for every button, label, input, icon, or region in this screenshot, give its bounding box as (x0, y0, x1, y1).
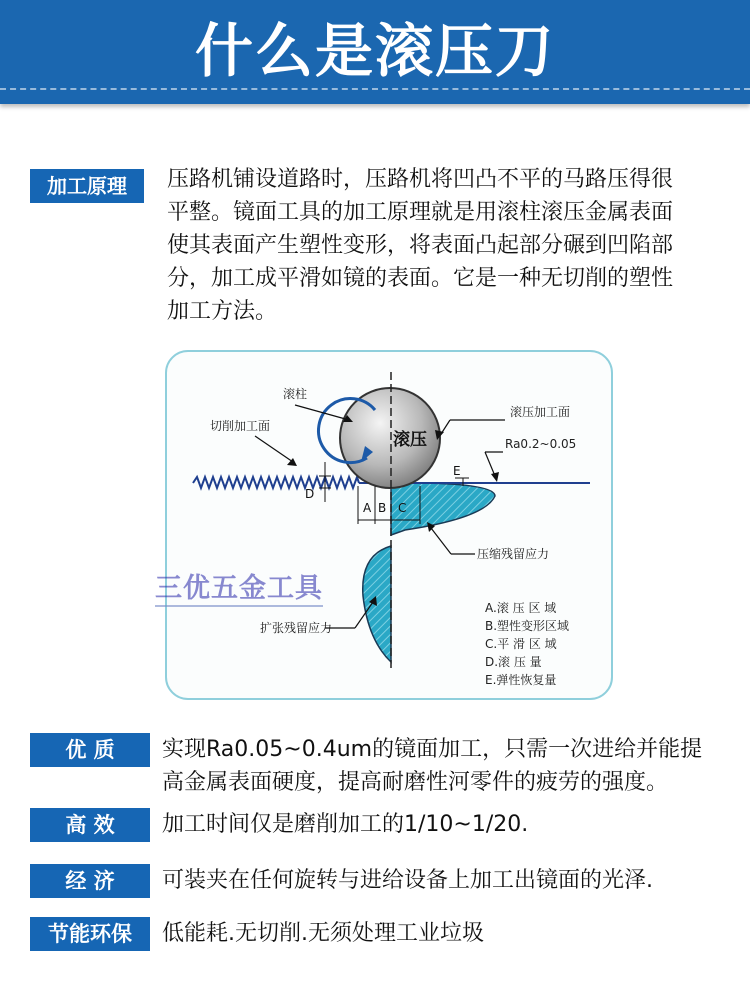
feature-line: 加工时间仅是磨削加工的1/10~1/20. (162, 812, 529, 837)
principle-line: 使其表面产生塑性变形，将表面凸起部分碾到凹陷部 (167, 233, 674, 258)
roller-label: 滚柱 (283, 387, 308, 401)
feature-line: 可装夹在任何旋转与进给设备上加工出镜面的光泽. (162, 868, 653, 893)
legend-item: E.弹性恢复量 (485, 673, 557, 687)
feature-line: 低能耗.无切削.无须处理工业垃圾 (162, 921, 484, 946)
e-label: E (453, 464, 461, 478)
cut-surface-label: 切削加工面 (210, 419, 271, 433)
feature-tag-quality: 优 质 (30, 733, 150, 767)
principle-line: 平整。镜面工具的加工原理就是用滚柱滚压金属表面 (167, 200, 674, 225)
feature-line: 实现Ra0.05~0.4um的镜面加工，只需一次进给并能提 (162, 737, 703, 762)
page-title: 什么是滚压刀 (194, 17, 555, 85)
principle-text (167, 163, 727, 328)
expand-label: 扩张残留应力 (260, 621, 333, 635)
b-label: B (378, 501, 387, 515)
roller-burnishing-diagram (155, 350, 613, 700)
principle-line: 加工方法。 (167, 299, 278, 324)
legend-item: B.塑性变形区域 (485, 619, 570, 633)
feature-tag-eco: 节能环保 (30, 917, 150, 951)
feature-text-economy (162, 864, 742, 897)
legend-item: C.平 滑 区 域 (485, 637, 557, 651)
roll-surface-label: 滚压加工面 (510, 405, 571, 419)
header-dashed-line (0, 88, 750, 90)
feature-text-quality (162, 733, 742, 799)
d-label: D (305, 487, 315, 501)
page-header (0, 0, 750, 104)
c-label: C (398, 501, 407, 515)
roller-text: 滚压 (393, 430, 427, 450)
feature-tag-economy: 经 济 (30, 864, 150, 898)
compress-label: 压缩残留应力 (477, 547, 550, 561)
principle-line: 分，加工成平滑如镜的表面。它是一种无切削的塑性 (167, 266, 674, 291)
ra-label: Ra0.2~0.05 (505, 437, 577, 451)
feature-text-efficiency (162, 808, 742, 841)
watermark: 三优五金工具 (155, 566, 323, 607)
diagram-svg (165, 350, 613, 700)
feature-tag-efficiency: 高 效 (30, 808, 150, 842)
legend-item: D.滚 压 量 (485, 655, 542, 669)
principle-tag: 加工原理 (30, 169, 144, 203)
principle-line: 压路机铺设道路时，压路机将凹凸不平的马路压得很 (167, 167, 674, 192)
legend-item: A.滚 压 区 域 (485, 601, 557, 615)
a-label: A (363, 501, 372, 515)
feature-line: 高金属表面硬度，提高耐磨性河零件的疲劳的强度。 (162, 770, 669, 795)
feature-text-eco (162, 917, 742, 950)
